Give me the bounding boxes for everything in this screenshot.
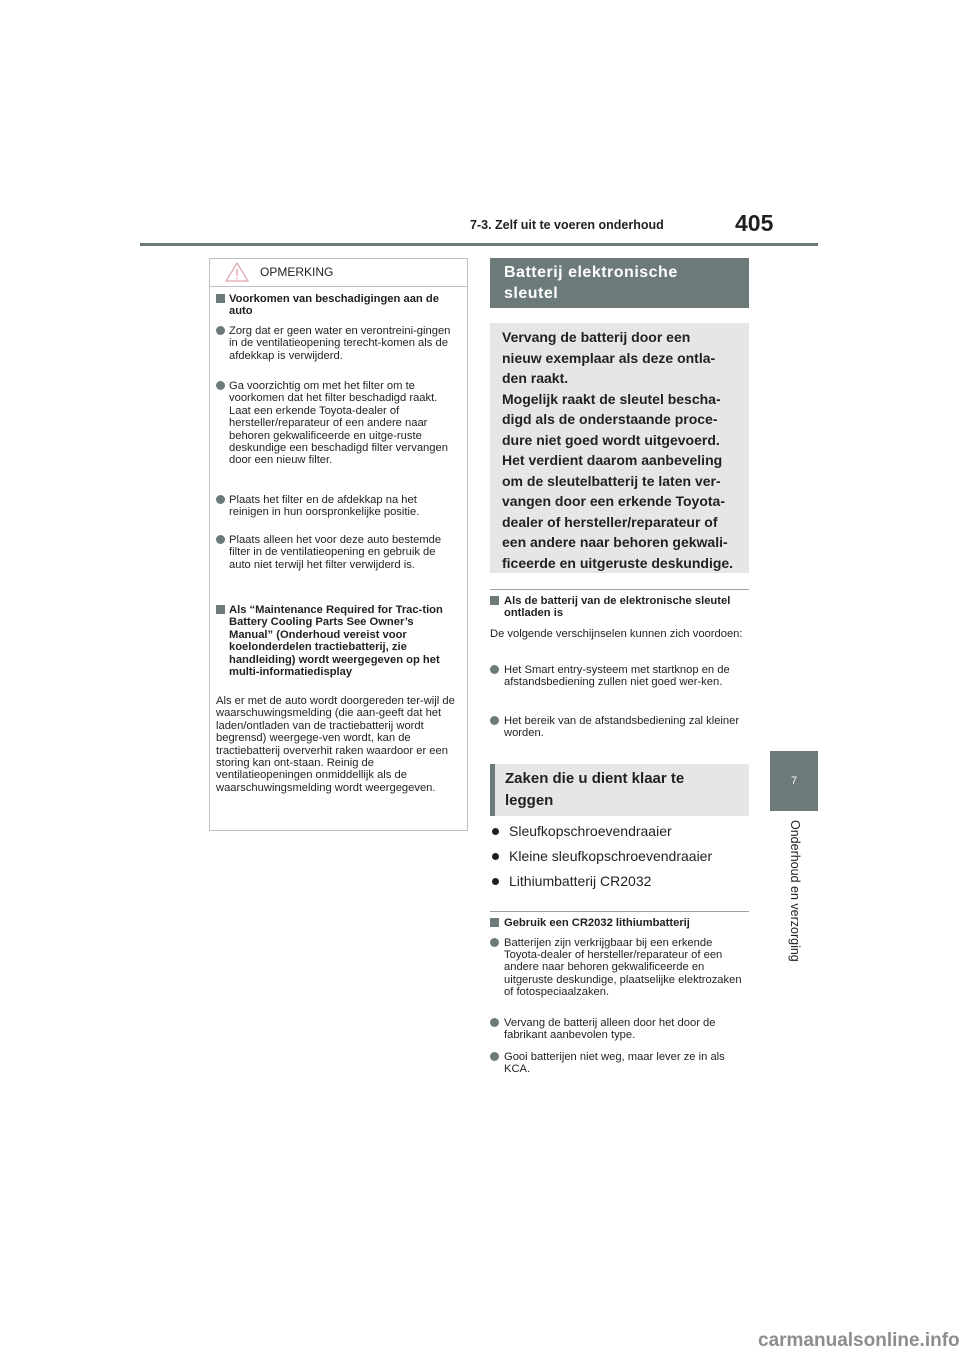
circle-bullet-icon [490, 1018, 499, 1027]
section-heading-battery: Batterij elektronische sleutel [490, 258, 749, 308]
symptom-item-text: Het bereik van de afstandsbediening zal kleiner worden. [504, 715, 740, 740]
battery-note-item [490, 1017, 750, 1041]
circle-bullet-icon [490, 665, 499, 674]
tool-item-text: Kleine sleufkopschroevendraaier [509, 848, 713, 864]
circle-bullet-icon [216, 495, 225, 504]
notice-box [209, 258, 468, 831]
header-rule [140, 243, 818, 246]
subsection-heading-cr2032 [490, 917, 750, 929]
circle-bullet-icon [216, 326, 225, 335]
tool-item-text: Sleufkopschroevendraaier [509, 823, 672, 839]
notice-heading-damage [216, 293, 459, 318]
tool-item-text: Lithiumbatterij CR2032 [509, 873, 652, 889]
tool-item [492, 848, 712, 864]
notice-item-text: Plaats alleen het voor deze auto bestemde filter in de ventilatieopening en gebruik de auto niet terwijl het filter verwijderd is. [229, 534, 442, 571]
battery-note-text: Vervang de batterij alleen door het door de fabrikant aanbevolen type. [504, 1017, 716, 1042]
circle-bullet-icon [216, 381, 225, 390]
notice-item-text: Plaats het filter en de afdekkap na het reinigen in hun oorspronkelijke positie. [229, 494, 420, 519]
notice-header [210, 259, 467, 287]
summary-line: den raakt. [502, 370, 569, 386]
warning-triangle-icon [224, 261, 250, 283]
notice-item [216, 380, 459, 467]
summary-line: nieuw exemplaar als deze ontla- [502, 349, 716, 366]
chapter-title-vertical [786, 820, 802, 980]
subsection-heading-text: Gebruik een CR2032 lithiumbatterij [504, 917, 690, 929]
summary-line: Het verdient daarom aanbeveling [502, 452, 723, 468]
summary-line: ficeerde en uitgeruste deskundige. [502, 554, 734, 571]
bullet-dot-icon [492, 853, 499, 860]
notice-title: OPMERKING [260, 265, 334, 279]
battery-note-item [490, 937, 750, 998]
section-heading-prep: Zaken die u dient klaar te leggen [490, 764, 749, 816]
chapter-title: Onderhoud en verzorging [788, 820, 802, 962]
notice-item-text: Zorg dat er geen water en verontreini-gingen in de ventilatieopening terecht-komen als de afdekkap is verwijderd. [229, 325, 451, 362]
square-bullet-icon [490, 918, 499, 927]
square-bullet-icon [216, 605, 225, 614]
subsection-intro [490, 628, 750, 640]
battery-note-item [490, 1051, 750, 1075]
bullet-dot-icon [492, 878, 499, 885]
symptom-item [490, 664, 750, 688]
square-bullet-icon [216, 294, 225, 303]
battery-note-text: Batterijen zijn verkrijgbaar bij een erkende Toyota-dealer of hersteller/reparateur of een andere naar behoren gekwalificeerde en uitgeruste deskundige, plaatselijke elektrozaken of fotospeciaalzaken. [504, 937, 742, 998]
subsection-rule [490, 911, 749, 912]
symptom-item [490, 715, 750, 739]
section-reference: 7-3. Zelf uit te voeren onderhoud [470, 218, 664, 232]
watermark: carmanualsonline.info [758, 1330, 960, 1351]
notice-paragraph [216, 695, 459, 794]
summary-line: vangen door een erkende Toyota- [502, 493, 726, 509]
subsection-rule [490, 589, 749, 590]
notice-item [216, 494, 459, 519]
circle-bullet-icon [490, 938, 499, 947]
notice-item [216, 534, 459, 571]
notice-heading-text: Als “Maintenance Required for Trac-tion Battery Cooling Parts See Owner’s Manual” (Onderhoud vereist voor koelonderdelen tractiebatterij, zie handleiding) wordt weergegeven op het multi-informatiedisplay [229, 604, 443, 679]
chapter-tab: 7 [770, 751, 818, 811]
circle-bullet-icon [216, 535, 225, 544]
square-bullet-icon [490, 596, 499, 605]
subsection-heading-text: Als de batterij van de elektronische sleutel ontladen is [504, 595, 731, 620]
summary-line: dealer of hersteller/reparateur of [502, 513, 718, 530]
summary-line: Mogelijk raakt de sleutel bescha- [502, 390, 721, 407]
circle-bullet-icon [490, 1052, 499, 1061]
summary-line: Vervang de batterij door een [502, 329, 691, 345]
summary-line: om de sleutelbatterij te laten ver- [502, 472, 721, 489]
tool-item [492, 823, 672, 839]
summary-line: een andere naar behoren gekwali- [502, 534, 728, 550]
subsection-heading-discharged [490, 595, 750, 619]
summary-line: digd als de onderstaande proce- [502, 411, 718, 427]
summary-box [490, 323, 749, 573]
page-number: 405 [735, 210, 774, 236]
symptom-item-text: Het Smart entry-systeem met startknop en de afstandsbediening zullen niet goed wer-ken. [504, 664, 730, 689]
notice-paragraph-text: Als er met de auto wordt doorgereden ter-wijl de waarschuwingsmelding (die aan-geeft dat het laden/ontladen van de tractiebatterij wordt begrensd) weergege-ven wordt, kan de tractiebatterij oververhit raken waardoor er een storing kan ont-staan. Reinig de ventilatieopeningen onmiddellijk als de waarschuwingsmelding wordt weergegeven. [216, 695, 455, 794]
summary-line: dure niet goed wordt uitgevoerd. [502, 431, 720, 448]
bullet-dot-icon [492, 828, 499, 835]
notice-item [216, 325, 459, 362]
notice-heading-cooling [216, 604, 459, 678]
battery-note-text: Gooi batterijen niet weg, maar lever ze in als KCA. [504, 1051, 725, 1076]
notice-heading-text: Voorkomen van beschadigingen aan de auto [229, 293, 439, 318]
subsection-intro-text: De volgende verschijnselen kunnen zich voordoen: [490, 628, 743, 640]
notice-item-text: Ga voorzichtig om met het filter om te voorkomen dat het filter beschadigd raakt. Laat een erkende Toyota-dealer of hersteller/reparateur of een andere naar behoren gekwalificeerde en uitge-ruste deskundige een beschadigd filter vervangen door een nieuw filter. [229, 380, 448, 467]
circle-bullet-icon [490, 716, 499, 725]
tool-item [492, 873, 651, 889]
